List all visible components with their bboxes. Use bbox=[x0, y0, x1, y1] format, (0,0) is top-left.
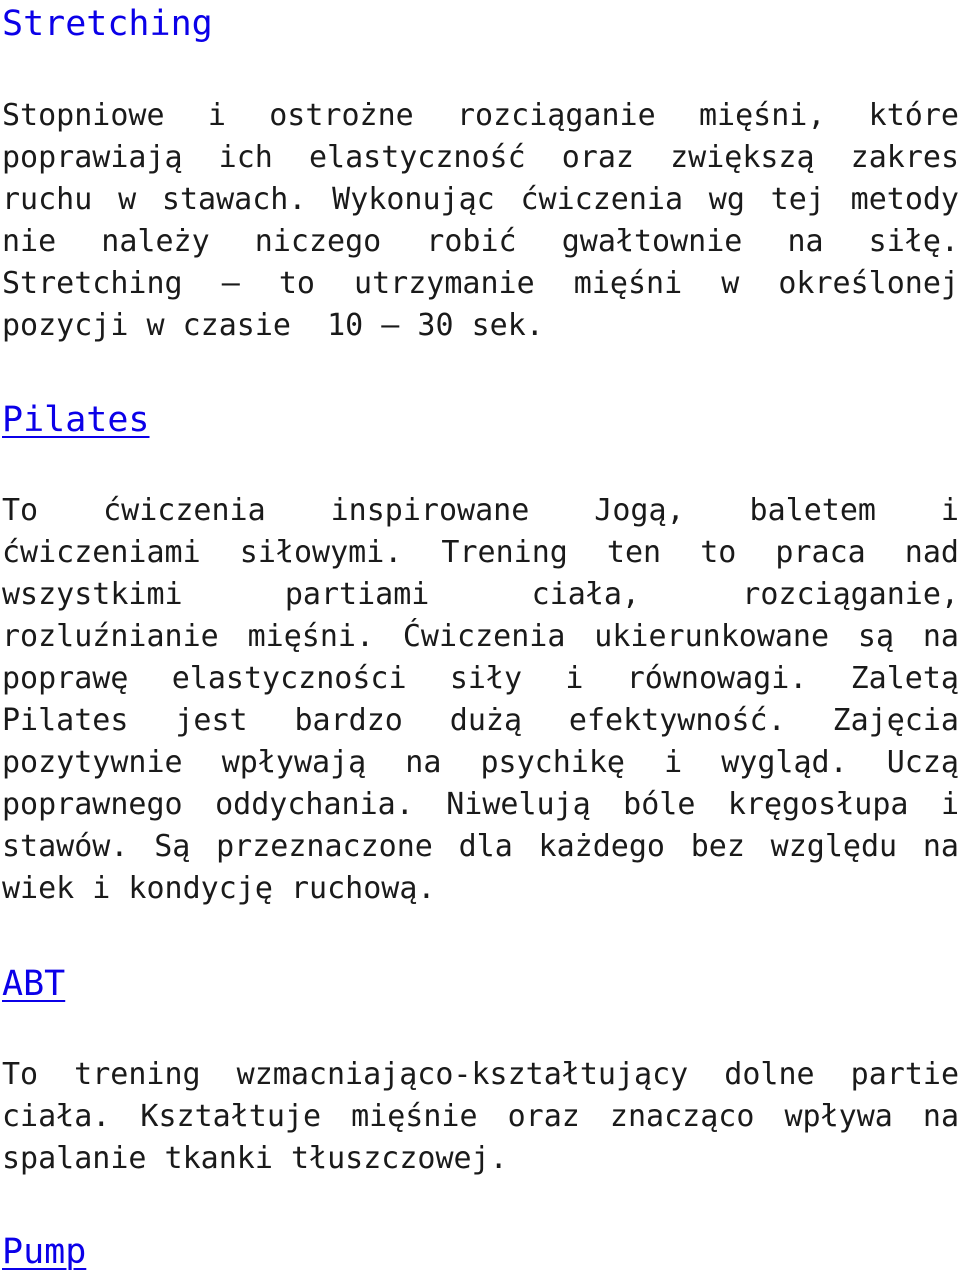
text-line: stawów. Są przeznaczone dla każdego bez względu na bbox=[2, 829, 959, 864]
text-line: poprawiają ich elastyczność oraz zwiększą zakres bbox=[2, 140, 959, 175]
paragraph-abt bbox=[2, 1054, 959, 1180]
text-line: wiek i kondycję ruchową. bbox=[2, 871, 436, 906]
text-line: To trening wzmacniająco-kształtujący dolne partie bbox=[2, 1057, 959, 1092]
text-line: poprawę elastyczności siły i równowagi. Zaletą bbox=[2, 661, 959, 696]
text-line: ruchu w stawach. Wykonując ćwiczenia wg tej metody bbox=[2, 182, 959, 217]
paragraph-pilates bbox=[2, 490, 959, 910]
heading-pilates-link[interactable]: Pilates bbox=[2, 400, 150, 440]
text-line: wszystkimi partiami ciała, rozciąganie, bbox=[2, 577, 959, 612]
text-line: Pilates jest bardzo dużą efektywność. Zajęcia bbox=[2, 703, 959, 738]
text-line: ćwiczeniami siłowymi. Trening ten to praca nad bbox=[2, 535, 959, 570]
text-line: Stretching – to utrzymanie mięśni w określonej bbox=[2, 266, 959, 301]
text-line: poprawnego oddychania. Niwelują bóle kręgosłupa i bbox=[2, 787, 959, 822]
text-line: To ćwiczenia inspirowane Jogą, baletem i bbox=[2, 493, 959, 528]
heading-stretching[interactable]: Stretching bbox=[2, 4, 213, 44]
text-line: pozycji w czasie 10 – 30 sek. bbox=[2, 308, 544, 343]
paragraph-stretching bbox=[2, 95, 959, 347]
text-line: nie należy niczego robić gwałtownie na siłę. bbox=[2, 224, 959, 259]
heading-pump-link[interactable]: Pump bbox=[2, 1232, 87, 1272]
text-line: spalanie tkanki tłuszczowej. bbox=[2, 1141, 508, 1176]
text-line: pozytywnie wpływają na psychikę i wygląd. Uczą bbox=[2, 745, 959, 780]
text-line: ciała. Kształtuje mięśnie oraz znacząco wpływa na bbox=[2, 1099, 959, 1134]
heading-abt-link[interactable]: ABT bbox=[2, 964, 66, 1004]
text-line: rozluźnianie mięśni. Ćwiczenia ukierunkowane są na bbox=[2, 619, 959, 654]
text-line: Stopniowe i ostrożne rozciąganie mięśni, które bbox=[2, 98, 959, 133]
